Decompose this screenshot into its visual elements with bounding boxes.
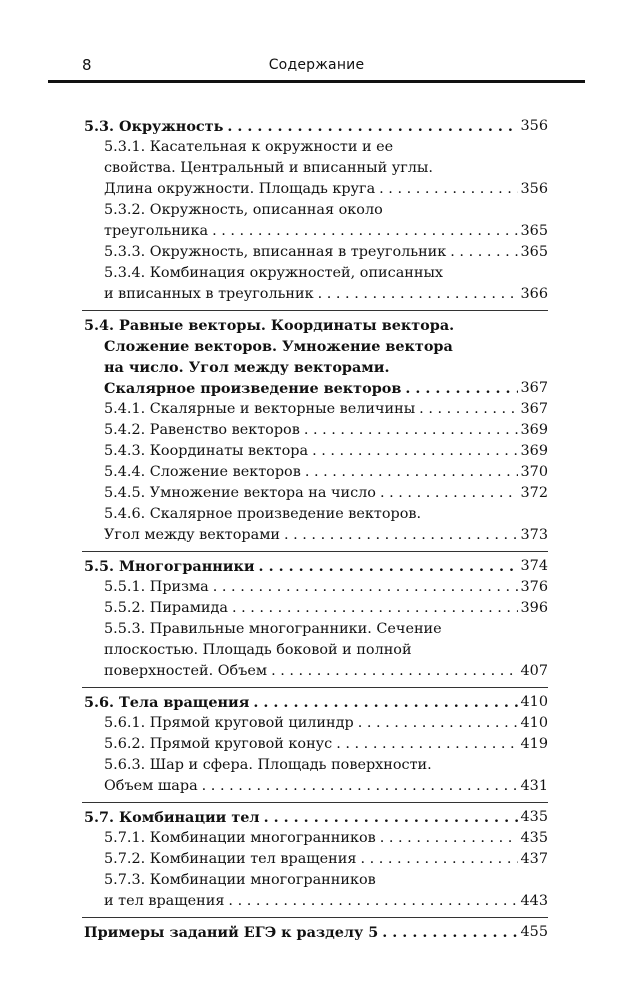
dot-leader <box>375 179 517 200</box>
page-header <box>48 50 585 94</box>
toc-page-number: 367 <box>520 380 548 396</box>
toc-entry-title: Длина окружности. Площадь круга <box>104 181 376 197</box>
toc-page-number: 369 <box>520 422 548 438</box>
toc-entry[interactable] <box>84 483 548 504</box>
dot-leader <box>354 713 518 734</box>
toc-entry[interactable] <box>84 378 548 399</box>
toc-entry[interactable] <box>84 462 548 483</box>
toc-entry-title: 5.6.2. Прямой круговой конус <box>104 736 333 752</box>
toc-entry[interactable] <box>84 116 548 137</box>
toc-page-number: 365 <box>520 223 548 239</box>
toc-page-number: 376 <box>520 579 548 595</box>
toc-entry[interactable] <box>84 441 548 462</box>
toc-entry-continuation <box>84 137 548 158</box>
dot-leader <box>223 116 517 137</box>
toc-entry-title: 5.5.2. Пирамида <box>104 600 228 616</box>
toc-entry-title: Сложение векторов. Умножение вектора <box>104 338 453 355</box>
toc-section <box>84 692 548 797</box>
toc-page-number: 410 <box>520 694 548 710</box>
toc-entry[interactable] <box>84 577 548 598</box>
toc-entry-title: и тел вращения <box>104 893 225 909</box>
dot-leader <box>249 692 517 713</box>
toc-entry-title: 5.4.2. Равенство векторов <box>104 422 300 438</box>
dot-leader <box>308 441 517 462</box>
toc-entry[interactable] <box>84 734 548 755</box>
toc-entry-title: Примеры заданий ЕГЭ к разделу 5 <box>84 924 379 941</box>
toc-entry-title: 5.7.3. Комбинации многогранников <box>104 872 376 888</box>
dot-leader <box>300 420 518 441</box>
page-number: 8 <box>82 56 92 74</box>
toc-section <box>84 116 548 305</box>
toc-entry[interactable] <box>84 221 548 242</box>
toc-entry[interactable] <box>84 922 548 943</box>
toc-page-number: 407 <box>520 663 548 679</box>
toc-entry-title: 5.6.1. Прямой круговой цилиндр <box>104 715 354 731</box>
dot-leader <box>401 378 517 399</box>
toc-entry-title: 5.4.3. Координаты вектора <box>104 443 309 459</box>
dot-leader <box>228 598 518 619</box>
dot-leader <box>446 242 517 263</box>
toc-entry-title: 5.5. Многогранники <box>84 558 255 575</box>
toc-entry-title: 5.7.2. Комбинации тел вращения <box>104 851 357 867</box>
toc-page-number: 366 <box>520 286 548 302</box>
toc-page-number: 443 <box>520 893 548 909</box>
toc-page-number: 370 <box>520 464 548 480</box>
toc-page-number: 419 <box>520 736 548 752</box>
toc-page-number: 365 <box>520 244 548 260</box>
toc-entry-continuation <box>84 640 548 661</box>
toc-entry-title: 5.3. Окружность <box>84 118 224 135</box>
toc-entry[interactable] <box>84 828 548 849</box>
toc-entry[interactable] <box>84 284 548 305</box>
toc-page-number: 374 <box>520 558 548 574</box>
section-divider <box>82 917 548 918</box>
toc-page-number: 431 <box>520 778 548 794</box>
toc-entry[interactable] <box>84 891 548 912</box>
toc-page-number: 435 <box>520 830 548 846</box>
toc-entry[interactable] <box>84 661 548 682</box>
dot-leader <box>260 807 518 828</box>
toc-entry[interactable] <box>84 692 548 713</box>
dot-leader <box>208 221 517 242</box>
toc-page-number: 372 <box>520 485 548 501</box>
toc-entry-title: 5.4.5. Умножение вектора на число <box>104 485 376 501</box>
toc-entry-continuation <box>84 870 548 891</box>
toc-entry-continuation <box>84 158 548 179</box>
toc-entry[interactable] <box>84 179 548 200</box>
toc-page-number: 369 <box>520 443 548 459</box>
toc-entry[interactable] <box>84 598 548 619</box>
toc-entry-title: поверхностей. Объем <box>104 663 268 679</box>
dot-leader <box>378 922 517 943</box>
toc-entry-continuation <box>84 263 548 284</box>
toc-entry-continuation <box>84 504 548 525</box>
toc-page-number: 455 <box>520 924 548 940</box>
dot-leader <box>255 556 518 577</box>
table-of-contents <box>84 116 548 943</box>
toc-entry-title: Скалярное произведение векторов <box>104 380 402 397</box>
running-title: Содержание <box>268 57 365 73</box>
toc-entry-title: 5.4.1. Скалярные и векторные величины <box>104 401 416 417</box>
toc-page-number: 435 <box>520 809 548 825</box>
toc-entry-title: свойства. Центральный и вписанный углы. <box>104 160 433 176</box>
toc-entry-title: 5.3.1. Касательная к окружности и ее <box>104 139 394 155</box>
toc-section <box>84 807 548 912</box>
dot-leader <box>415 399 517 420</box>
toc-section <box>84 556 548 682</box>
toc-entry-title: 5.7. Комбинации тел <box>84 809 260 826</box>
toc-entry-continuation <box>84 315 548 336</box>
toc-entry-title: 5.6.3. Шар и сфера. Площадь поверхности. <box>104 757 432 773</box>
toc-entry-title: 5.4.4. Сложение векторов <box>104 464 301 480</box>
toc-page-number: 396 <box>520 600 548 616</box>
dot-leader <box>356 849 517 870</box>
toc-entry-title: 5.3.4. Комбинация окружностей, описанных <box>104 265 444 281</box>
toc-page-number: 410 <box>520 715 548 731</box>
toc-entry[interactable] <box>84 713 548 734</box>
dot-leader <box>224 891 517 912</box>
toc-entry[interactable] <box>84 525 548 546</box>
toc-entry[interactable] <box>84 776 548 797</box>
dot-leader <box>376 483 518 504</box>
header-rule <box>48 80 585 83</box>
toc-entry-continuation <box>84 336 548 357</box>
toc-entry-title: плоскостью. Площадь боковой и полной <box>104 642 412 658</box>
dot-leader <box>301 462 518 483</box>
toc-page-number: 367 <box>520 401 548 417</box>
toc-entry-title: на число. Угол между векторами. <box>104 359 390 376</box>
toc-entry-title: Объем шара <box>104 778 198 794</box>
dot-leader <box>376 828 518 849</box>
toc-entry-title: 5.7.1. Комбинации многогранников <box>104 830 376 846</box>
toc-entry[interactable] <box>84 242 548 263</box>
toc-section <box>84 922 548 943</box>
section-divider <box>82 310 548 311</box>
dot-leader <box>280 525 518 546</box>
toc-entry-continuation <box>84 357 548 378</box>
toc-entry[interactable] <box>84 849 548 870</box>
toc-entry-title: 5.5.1. Призма <box>104 579 209 595</box>
toc-entry[interactable] <box>84 556 548 577</box>
toc-entry[interactable] <box>84 420 548 441</box>
toc-entry-title: 5.6. Тела вращения <box>84 694 250 711</box>
toc-page-number: 356 <box>520 181 548 197</box>
toc-page-number: 373 <box>520 527 548 543</box>
section-divider <box>82 551 548 552</box>
toc-entry-continuation <box>84 200 548 221</box>
toc-entry-continuation <box>84 755 548 776</box>
toc-entry[interactable] <box>84 399 548 420</box>
dot-leader <box>198 776 518 797</box>
toc-entry-title: 5.3.3. Окружность, вписанная в треугольник <box>104 244 447 260</box>
toc-entry[interactable] <box>84 807 548 828</box>
toc-entry-title: и вписанных в треугольник <box>104 286 314 302</box>
dot-leader <box>332 734 517 755</box>
dot-leader <box>209 577 518 598</box>
toc-entry-title: 5.3.2. Окружность, описанная около <box>104 202 383 218</box>
toc-entry-title: треугольника <box>104 223 209 239</box>
dot-leader <box>314 284 518 305</box>
toc-section <box>84 315 548 546</box>
toc-entry-continuation <box>84 619 548 640</box>
toc-entry-title: 5.4.6. Скалярное произведение векторов. <box>104 506 422 522</box>
toc-page-number: 356 <box>520 118 548 134</box>
toc-entry-title: 5.4. Равные векторы. Координаты вектора. <box>84 317 455 334</box>
dot-leader <box>267 661 517 682</box>
section-divider <box>82 687 548 688</box>
toc-page-number: 437 <box>520 851 548 867</box>
section-divider <box>82 802 548 803</box>
toc-entry-title: 5.5.3. Правильные многогранники. Сечение <box>104 621 442 637</box>
toc-entry-title: Угол между векторами <box>104 527 280 543</box>
